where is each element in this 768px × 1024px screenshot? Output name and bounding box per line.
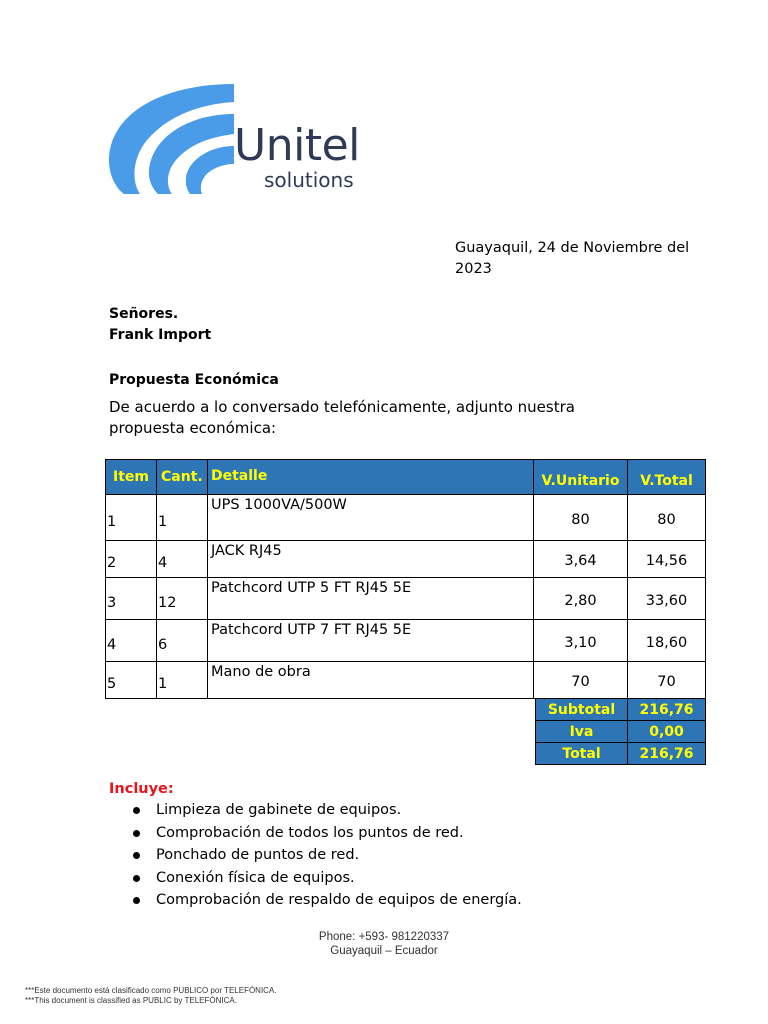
cell-detalle: Patchcord UTP 5 FT RJ45 5E <box>208 578 534 620</box>
incluye-list <box>130 799 522 912</box>
totals-table <box>535 698 706 765</box>
footer-city: Guayaquil – Ecuador <box>330 945 438 957</box>
recipient-block <box>109 304 211 346</box>
intro-paragraph: De acuerdo a lo conversado telefónicamente, adjunto nuestra propuesta económica: <box>109 398 575 437</box>
cell-detalle: JACK RJ45 <box>208 541 534 578</box>
table-row <box>106 578 706 620</box>
brand-tagline: solutions <box>264 168 354 192</box>
cell-v-unitario: 3,10 <box>534 620 628 662</box>
subject-heading: Propuesta Económica <box>109 372 279 388</box>
incluye-heading: Incluye: <box>109 781 174 797</box>
cell-cant: 6 <box>157 620 208 662</box>
classification-en: ***This document is classified as PUBLIC by TELEFÓNICA. <box>25 996 237 1005</box>
header-v-unitario: V.Unitario <box>534 460 628 495</box>
header-item: Item <box>106 460 157 495</box>
cell-v-unitario: 3,64 <box>534 541 628 578</box>
footer-contact <box>0 930 768 958</box>
classification-es: ***Este documento está clasificado como PUBLICO por TELEFÓNICA. <box>25 986 277 995</box>
cell-v-unitario: 80 <box>534 495 628 541</box>
list-item-text: Conexión física de equipos. <box>156 869 355 886</box>
list-item <box>130 799 522 822</box>
header-cant: Cant. <box>157 460 208 495</box>
cell-v-unitario: 70 <box>534 662 628 699</box>
cell-detalle: Patchcord UTP 7 FT RJ45 5E <box>208 620 534 662</box>
subtotal-row <box>536 699 706 721</box>
cell-v-total: 80 <box>628 495 706 541</box>
cell-v-total: 18,60 <box>628 620 706 662</box>
header-detalle: Detalle <box>208 460 534 495</box>
cell-item: 4 <box>106 620 157 662</box>
cell-item: 1 <box>106 495 157 541</box>
footer-phone: Phone: +593- 981220337 <box>318 931 450 943</box>
list-item-text: Ponchado de puntos de red. <box>156 847 360 863</box>
list-item <box>130 844 522 867</box>
cell-v-total: 70 <box>628 662 706 699</box>
cell-cant: 1 <box>157 662 208 699</box>
cell-item: 5 <box>106 662 157 699</box>
bullet-icon <box>133 875 140 882</box>
bullet-icon <box>133 897 140 904</box>
cell-v-total: 33,60 <box>628 578 706 620</box>
wifi-arcs-icon <box>104 82 234 197</box>
table-row <box>106 541 706 578</box>
bullet-icon <box>133 852 140 859</box>
subtotal-value: 216,76 <box>628 699 706 721</box>
table-row <box>106 620 706 662</box>
cell-detalle: Mano de obra <box>208 662 534 699</box>
header-v-total: V.Total <box>628 460 706 495</box>
company-logo <box>104 82 394 202</box>
iva-row <box>536 721 706 743</box>
iva-label: Iva <box>536 721 628 743</box>
letter-date: Guayaquil, 24 de Noviembre del 2023 <box>455 240 690 277</box>
total-value: 216,76 <box>628 743 706 765</box>
list-item <box>130 867 522 890</box>
cell-v-total: 14,56 <box>628 541 706 578</box>
cell-item: 3 <box>106 578 157 620</box>
cell-v-unitario: 2,80 <box>534 578 628 620</box>
list-item-text: Limpieza de gabinete de equipos. <box>156 802 402 818</box>
salutation: Señores. <box>109 306 179 322</box>
table-header-row <box>106 460 706 495</box>
list-item <box>130 889 522 912</box>
list-item-text: Comprobación de todos los puntos de red. <box>156 824 464 841</box>
cell-cant: 1 <box>157 495 208 541</box>
list-item <box>130 822 522 845</box>
cell-cant: 4 <box>157 541 208 578</box>
table-row <box>106 662 706 699</box>
items-table <box>105 459 706 699</box>
total-row <box>536 743 706 765</box>
recipient-name: Frank Import <box>109 327 212 343</box>
bullet-icon <box>133 807 140 814</box>
subtotal-label: Subtotal <box>536 699 628 721</box>
iva-value: 0,00 <box>628 721 706 743</box>
table-row <box>106 495 706 541</box>
cell-detalle: UPS 1000VA/500W <box>208 495 534 541</box>
bullet-icon <box>133 830 140 837</box>
cell-item: 2 <box>106 541 157 578</box>
list-item-text: Comprobación de respaldo de equipos de energía. <box>156 892 522 908</box>
classification-notice <box>25 986 277 1006</box>
cell-cant: 12 <box>157 578 208 620</box>
total-label: Total <box>536 743 628 765</box>
brand-name: Unitel <box>234 120 360 171</box>
